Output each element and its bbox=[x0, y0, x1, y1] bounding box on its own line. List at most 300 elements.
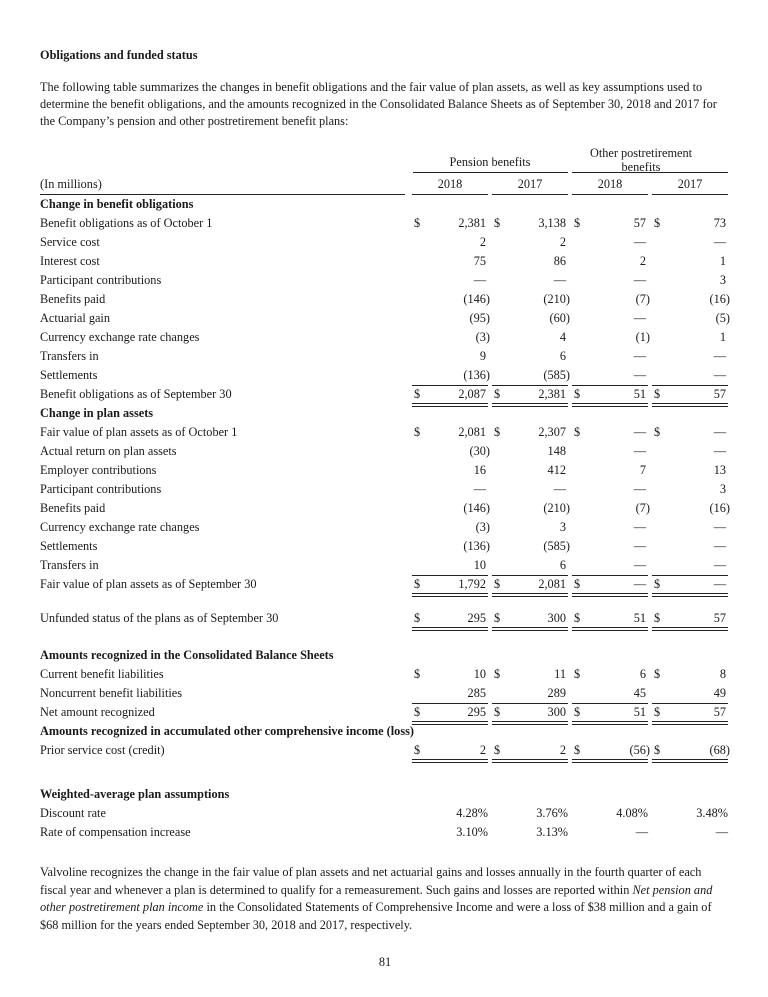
row-label: Discount rate bbox=[40, 806, 106, 820]
table-cell bbox=[412, 537, 488, 556]
table-cell bbox=[652, 366, 728, 385]
cell-value: 16 bbox=[473, 463, 486, 477]
table-cell bbox=[412, 461, 488, 480]
table-cell bbox=[492, 214, 568, 233]
table-cell bbox=[652, 233, 728, 252]
table-cell bbox=[572, 609, 648, 628]
table-cell bbox=[492, 823, 568, 842]
table-cell bbox=[572, 823, 648, 842]
closing-text: in the Consolidated Statements of Comprehensive Income and were a loss of $38 million and a gain of $68 million for the years ended September 30, 2018 and 2017, respectively. bbox=[40, 900, 712, 932]
section-label: Change in plan assets bbox=[40, 406, 154, 420]
table-cell bbox=[572, 575, 648, 594]
cell-value: — bbox=[633, 349, 646, 363]
subtotal-rule bbox=[492, 703, 568, 704]
table-cell bbox=[572, 214, 648, 233]
table-row bbox=[40, 366, 730, 385]
table-row bbox=[40, 461, 730, 480]
table-row bbox=[40, 609, 730, 628]
table-cell bbox=[492, 804, 568, 823]
subtotal-rule bbox=[652, 703, 728, 704]
cell-value: — bbox=[633, 577, 646, 591]
cell-value: 75 bbox=[473, 254, 486, 268]
cell-value: — bbox=[713, 349, 726, 363]
table-cell bbox=[652, 804, 728, 823]
currency-symbol: $ bbox=[574, 705, 581, 719]
table-cell bbox=[412, 741, 488, 760]
currency-symbol: $ bbox=[494, 425, 501, 439]
total-double-rule bbox=[572, 759, 648, 763]
cell-value: 6 bbox=[559, 349, 566, 363]
table-cell bbox=[572, 537, 648, 556]
cell-value: 10 bbox=[473, 667, 486, 681]
cell-value: 289 bbox=[547, 686, 566, 700]
table-cell bbox=[572, 385, 648, 404]
cell-value: 3.48% bbox=[696, 806, 728, 820]
cell-value: — bbox=[473, 273, 486, 287]
cell-value: 2,381 bbox=[458, 216, 486, 230]
cell-value: 1,792 bbox=[458, 577, 486, 591]
row-label: Transfers in bbox=[40, 349, 99, 363]
row-label: Actuarial gain bbox=[40, 311, 110, 325]
row-label: Actual return on plan assets bbox=[40, 444, 177, 458]
table-cell bbox=[572, 290, 648, 309]
table-cell bbox=[412, 804, 488, 823]
total-double-rule bbox=[492, 593, 568, 597]
table-cell bbox=[652, 480, 728, 499]
cell-value: (136) bbox=[463, 368, 490, 382]
row-label: Rate of compensation increase bbox=[40, 825, 191, 839]
cell-value: — bbox=[713, 235, 726, 249]
table-row bbox=[40, 309, 730, 328]
cell-value: (136) bbox=[463, 539, 490, 553]
table-cell bbox=[492, 442, 568, 461]
table-cell bbox=[652, 823, 728, 842]
table-cell bbox=[492, 233, 568, 252]
cell-value: (3) bbox=[475, 330, 490, 344]
row-label: Currency exchange rate changes bbox=[40, 330, 200, 344]
currency-symbol: $ bbox=[494, 216, 501, 230]
currency-symbol: $ bbox=[494, 577, 501, 591]
currency-symbol: $ bbox=[414, 743, 421, 757]
table-cell bbox=[572, 309, 648, 328]
table-cell bbox=[652, 214, 728, 233]
cell-value: — bbox=[633, 520, 646, 534]
table-cell bbox=[492, 499, 568, 518]
closing-paragraph bbox=[40, 864, 730, 934]
table-row bbox=[40, 442, 730, 461]
row-label: Fair value of plan assets as of September 30 bbox=[40, 577, 257, 591]
currency-symbol: $ bbox=[414, 667, 421, 681]
table-cell bbox=[652, 609, 728, 628]
currency-symbol: $ bbox=[574, 667, 581, 681]
cell-value: 295 bbox=[467, 611, 486, 625]
cell-value: (3) bbox=[475, 520, 490, 534]
total-double-rule bbox=[652, 593, 728, 597]
row-label: Prior service cost (credit) bbox=[40, 743, 165, 757]
row-label: Participant contributions bbox=[40, 273, 162, 287]
currency-symbol: $ bbox=[574, 743, 581, 757]
table-cell bbox=[572, 741, 648, 760]
section-header-row bbox=[40, 646, 730, 665]
subtotal-rule bbox=[492, 575, 568, 576]
group-header-other-postretirement: Other postretirement benefits bbox=[589, 146, 693, 174]
table-cell bbox=[572, 461, 648, 480]
cell-value: 3.76% bbox=[536, 806, 568, 820]
table-cell bbox=[652, 290, 728, 309]
table-cell bbox=[412, 328, 488, 347]
cell-value: 6 bbox=[559, 558, 566, 572]
table-cell bbox=[652, 423, 728, 442]
cell-value: (210) bbox=[543, 292, 570, 306]
cell-value: 49 bbox=[713, 686, 726, 700]
group-header-rule bbox=[413, 172, 568, 173]
table-row bbox=[40, 575, 730, 594]
cell-value: 1 bbox=[719, 330, 726, 344]
cell-value: 2,381 bbox=[538, 387, 566, 401]
cell-value: — bbox=[713, 444, 726, 458]
table-cell bbox=[572, 518, 648, 537]
row-label: Fair value of plan assets as of October 1 bbox=[40, 425, 238, 439]
table-cell bbox=[492, 684, 568, 703]
section-heading: Obligations and funded status bbox=[40, 48, 198, 62]
table-cell bbox=[492, 609, 568, 628]
column-header-year: 2017 bbox=[492, 175, 568, 194]
table-row bbox=[40, 537, 730, 556]
currency-symbol: $ bbox=[574, 387, 581, 401]
row-label: Interest cost bbox=[40, 254, 100, 268]
subtotal-rule bbox=[652, 385, 728, 386]
table-cell bbox=[492, 385, 568, 404]
cell-value: — bbox=[713, 368, 726, 382]
cell-value: 3 bbox=[719, 273, 726, 287]
section-header-row bbox=[40, 195, 730, 214]
table-cell bbox=[412, 703, 488, 722]
cell-value: 57 bbox=[713, 387, 726, 401]
row-label: Unfunded status of the plans as of September 30 bbox=[40, 611, 279, 625]
table-row bbox=[40, 233, 730, 252]
cell-value: 2 bbox=[639, 254, 646, 268]
table-cell bbox=[652, 556, 728, 575]
cell-value: — bbox=[633, 425, 646, 439]
row-label: Net amount recognized bbox=[40, 705, 155, 719]
cell-value: (95) bbox=[469, 311, 490, 325]
table-row bbox=[40, 214, 730, 233]
table-cell bbox=[492, 480, 568, 499]
cell-value: (585) bbox=[543, 539, 570, 553]
table-cell bbox=[492, 703, 568, 722]
currency-symbol: $ bbox=[414, 577, 421, 591]
cell-value: 6 bbox=[639, 667, 646, 681]
table-cell bbox=[492, 271, 568, 290]
column-header-year: 2018 bbox=[412, 175, 488, 194]
currency-symbol: $ bbox=[574, 611, 581, 625]
total-double-rule bbox=[652, 627, 728, 631]
cell-value: (30) bbox=[469, 444, 490, 458]
cell-value: — bbox=[553, 273, 566, 287]
table-cell bbox=[652, 347, 728, 366]
table-cell bbox=[572, 556, 648, 575]
subtotal-rule bbox=[492, 385, 568, 386]
cell-value: 45 bbox=[633, 686, 646, 700]
group-header-pension: Pension benefits bbox=[449, 155, 531, 169]
cell-value: — bbox=[633, 368, 646, 382]
table-row bbox=[40, 423, 730, 442]
cell-value: 51 bbox=[633, 705, 646, 719]
cell-value: — bbox=[553, 482, 566, 496]
table-cell bbox=[412, 214, 488, 233]
cell-value: — bbox=[713, 520, 726, 534]
cell-value: — bbox=[713, 539, 726, 553]
section-label: Amounts recognized in accumulated other comprehensive income (loss) bbox=[40, 724, 414, 738]
cell-value: 412 bbox=[547, 463, 566, 477]
table-row bbox=[40, 823, 730, 842]
table-cell bbox=[492, 309, 568, 328]
column-header-year: 2017 bbox=[652, 175, 728, 194]
table-cell bbox=[652, 328, 728, 347]
cell-value: (146) bbox=[463, 292, 490, 306]
cell-value: — bbox=[633, 273, 646, 287]
cell-value: 4.08% bbox=[616, 806, 648, 820]
row-label: Benefits paid bbox=[40, 501, 106, 515]
cell-value: — bbox=[633, 311, 646, 325]
table-cell bbox=[652, 575, 728, 594]
table-cell bbox=[412, 442, 488, 461]
currency-symbol: $ bbox=[414, 611, 421, 625]
table-cell bbox=[412, 271, 488, 290]
intro-paragraph: The following table summarizes the changes in benefit obligations and the fair value of plan assets, as well as key assumptions used to determine the benefit obligations, and the amounts recognized in the Consolidated Balance Sheets as of September 30, 2018 and 2017 for the Company’s pension and other postretirement benefit plans: bbox=[40, 80, 717, 128]
cell-value: 10 bbox=[473, 558, 486, 572]
column-header-year: 2018 bbox=[572, 175, 648, 194]
table-cell bbox=[492, 461, 568, 480]
table-cell bbox=[492, 366, 568, 385]
table-cell bbox=[652, 518, 728, 537]
subtotal-rule bbox=[652, 575, 728, 576]
group-header-rule bbox=[572, 172, 728, 173]
section-header-row bbox=[40, 722, 730, 741]
cell-value: 2 bbox=[559, 235, 566, 249]
table-cell bbox=[652, 271, 728, 290]
table-cell bbox=[492, 423, 568, 442]
currency-symbol: $ bbox=[414, 387, 421, 401]
table-cell bbox=[412, 385, 488, 404]
table-cell bbox=[492, 347, 568, 366]
total-double-rule bbox=[572, 593, 648, 597]
closing-italic-term: Net pension and other postretirement plan income bbox=[40, 882, 713, 914]
row-label: Currency exchange rate changes bbox=[40, 520, 200, 534]
table-cell bbox=[492, 252, 568, 271]
cell-value: — bbox=[713, 425, 726, 439]
table-cell bbox=[412, 499, 488, 518]
table-cell bbox=[492, 518, 568, 537]
total-double-rule bbox=[412, 759, 488, 763]
currency-symbol: $ bbox=[414, 425, 421, 439]
table-cell bbox=[412, 423, 488, 442]
table-cell bbox=[652, 684, 728, 703]
cell-value: 1 bbox=[719, 254, 726, 268]
cell-value: 8 bbox=[719, 667, 726, 681]
cell-value: 2,081 bbox=[538, 577, 566, 591]
table-cell bbox=[572, 665, 648, 684]
table-row bbox=[40, 328, 730, 347]
table-cell bbox=[412, 347, 488, 366]
cell-value: (146) bbox=[463, 501, 490, 515]
cell-value: 3.13% bbox=[536, 825, 568, 839]
table-cell bbox=[492, 575, 568, 594]
table-cell bbox=[572, 684, 648, 703]
currency-symbol: $ bbox=[654, 216, 661, 230]
table-cell bbox=[572, 442, 648, 461]
currency-symbol: $ bbox=[414, 705, 421, 719]
cell-value: (1) bbox=[635, 330, 650, 344]
table-row bbox=[40, 271, 730, 290]
cell-value: 4 bbox=[559, 330, 566, 344]
table-cell bbox=[572, 423, 648, 442]
currency-symbol: $ bbox=[494, 667, 501, 681]
table-cell bbox=[652, 252, 728, 271]
cell-value: 2 bbox=[479, 235, 486, 249]
currency-symbol: $ bbox=[574, 216, 581, 230]
table-cell bbox=[652, 703, 728, 722]
table-cell bbox=[412, 684, 488, 703]
header-row bbox=[40, 175, 730, 194]
currency-symbol: $ bbox=[654, 667, 661, 681]
currency-symbol: $ bbox=[494, 705, 501, 719]
unit-label: (In millions) bbox=[40, 177, 102, 191]
total-double-rule bbox=[572, 627, 648, 631]
cell-value: 51 bbox=[633, 387, 646, 401]
cell-value: — bbox=[713, 577, 726, 591]
section-label: Change in benefit obligations bbox=[40, 197, 194, 211]
currency-symbol: $ bbox=[654, 387, 661, 401]
subtotal-rule bbox=[572, 703, 648, 704]
table-cell bbox=[412, 823, 488, 842]
table-cell bbox=[572, 703, 648, 722]
table-row bbox=[40, 556, 730, 575]
table-cell bbox=[412, 309, 488, 328]
table-cell bbox=[412, 575, 488, 594]
table-cell bbox=[652, 537, 728, 556]
table-row bbox=[40, 518, 730, 537]
cell-value: — bbox=[633, 235, 646, 249]
cell-value: (68) bbox=[709, 743, 730, 757]
table-cell bbox=[412, 252, 488, 271]
cell-value: 3 bbox=[719, 482, 726, 496]
table-cell bbox=[572, 252, 648, 271]
cell-value: 285 bbox=[467, 686, 486, 700]
currency-symbol: $ bbox=[654, 743, 661, 757]
cell-value: (56) bbox=[629, 743, 650, 757]
row-label: Participant contributions bbox=[40, 482, 162, 496]
table-cell bbox=[492, 665, 568, 684]
table-cell bbox=[492, 290, 568, 309]
cell-value: 3,138 bbox=[538, 216, 566, 230]
table-row bbox=[40, 252, 730, 271]
table-cell bbox=[572, 804, 648, 823]
table-row bbox=[40, 347, 730, 366]
table-cell bbox=[412, 556, 488, 575]
cell-value: (210) bbox=[543, 501, 570, 515]
table-cell bbox=[412, 290, 488, 309]
cell-value: 2 bbox=[559, 743, 566, 757]
table-cell bbox=[652, 499, 728, 518]
cell-value: 2 bbox=[479, 743, 486, 757]
cell-value: 300 bbox=[547, 611, 566, 625]
table-cell bbox=[492, 537, 568, 556]
table-cell bbox=[652, 385, 728, 404]
table-row bbox=[40, 385, 730, 404]
cell-value: 9 bbox=[479, 349, 486, 363]
cell-value: (7) bbox=[635, 501, 650, 515]
cell-value: 13 bbox=[713, 463, 726, 477]
subtotal-rule bbox=[412, 575, 488, 576]
currency-symbol: $ bbox=[654, 425, 661, 439]
table-cell bbox=[652, 442, 728, 461]
table-cell bbox=[412, 609, 488, 628]
table-cell bbox=[412, 233, 488, 252]
total-double-rule bbox=[412, 627, 488, 631]
cell-value: 300 bbox=[547, 705, 566, 719]
row-label: Settlements bbox=[40, 368, 98, 382]
cell-value: 86 bbox=[553, 254, 566, 268]
subtotal-rule bbox=[572, 575, 648, 576]
cell-value: — bbox=[635, 825, 648, 839]
currency-symbol: $ bbox=[494, 743, 501, 757]
currency-symbol: $ bbox=[654, 611, 661, 625]
total-double-rule bbox=[652, 759, 728, 763]
table-cell bbox=[572, 499, 648, 518]
cell-value: (16) bbox=[709, 501, 730, 515]
table-cell bbox=[412, 366, 488, 385]
cell-value: 57 bbox=[713, 705, 726, 719]
cell-value: 73 bbox=[713, 216, 726, 230]
row-label: Noncurrent benefit liabilities bbox=[40, 686, 183, 700]
subtotal-rule bbox=[572, 385, 648, 386]
row-label: Benefits paid bbox=[40, 292, 106, 306]
cell-value: — bbox=[713, 558, 726, 572]
table-row bbox=[40, 290, 730, 309]
cell-value: — bbox=[473, 482, 486, 496]
cell-value: (585) bbox=[543, 368, 570, 382]
cell-value: 2,081 bbox=[458, 425, 486, 439]
cell-value: 51 bbox=[633, 611, 646, 625]
currency-symbol: $ bbox=[574, 577, 581, 591]
currency-symbol: $ bbox=[494, 611, 501, 625]
cell-value: (16) bbox=[709, 292, 730, 306]
currency-symbol: $ bbox=[494, 387, 501, 401]
table-cell bbox=[652, 741, 728, 760]
section-header-row bbox=[40, 404, 730, 423]
cell-value: 57 bbox=[713, 611, 726, 625]
table-row bbox=[40, 703, 730, 722]
total-double-rule bbox=[412, 593, 488, 597]
cell-value: — bbox=[633, 558, 646, 572]
cell-value: — bbox=[633, 444, 646, 458]
table-row bbox=[40, 480, 730, 499]
row-label: Employer contributions bbox=[40, 463, 157, 477]
page-number: 81 bbox=[378, 955, 392, 969]
table-cell bbox=[572, 271, 648, 290]
table-cell bbox=[412, 480, 488, 499]
table-cell bbox=[572, 480, 648, 499]
table-row bbox=[40, 684, 730, 703]
table-cell bbox=[652, 665, 728, 684]
cell-value: (5) bbox=[715, 311, 730, 325]
row-label: Settlements bbox=[40, 539, 98, 553]
table-cell bbox=[412, 665, 488, 684]
cell-value: 7 bbox=[639, 463, 646, 477]
total-double-rule bbox=[492, 759, 568, 763]
row-label: Current benefit liabilities bbox=[40, 667, 164, 681]
